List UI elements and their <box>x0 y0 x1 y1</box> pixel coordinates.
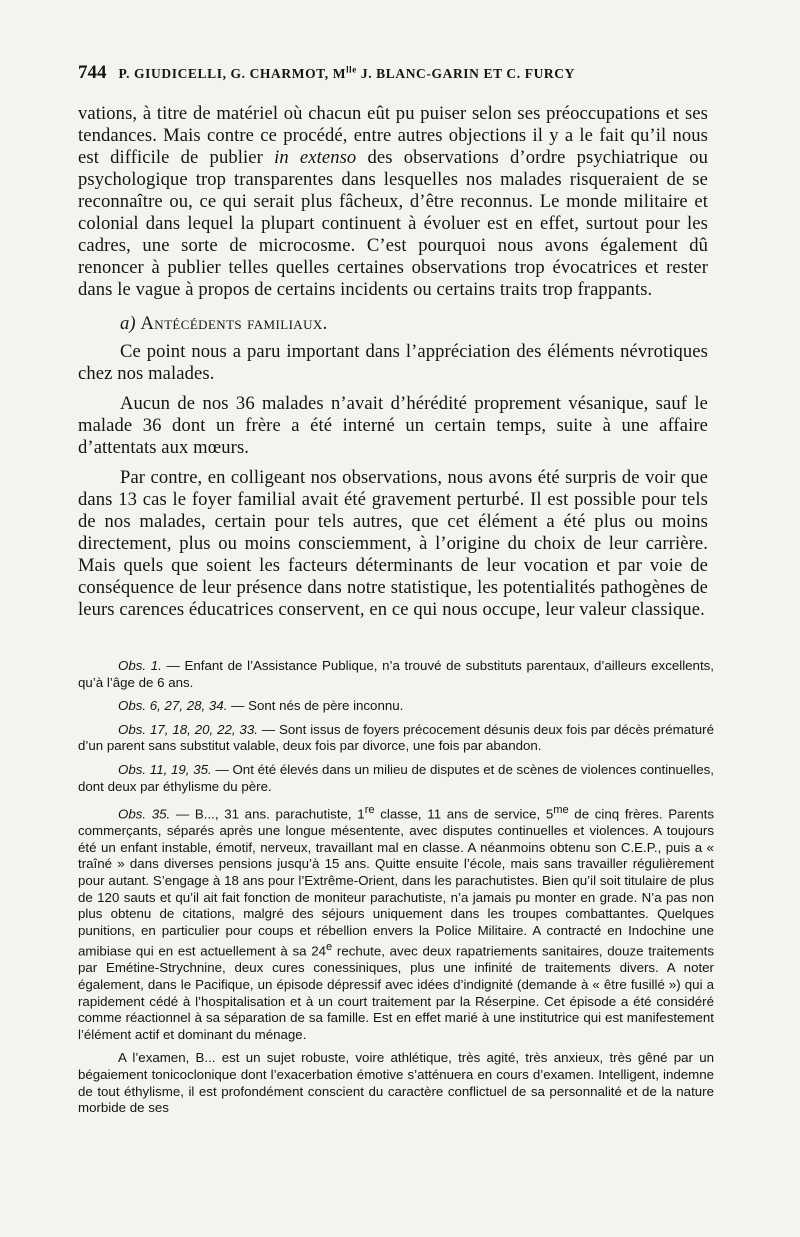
paragraph-importance: Ce point nous a paru important dans l’appréciation des éléments névrotiques chez nos malades. <box>78 341 708 384</box>
page-number: 744 <box>78 62 107 83</box>
paragraph-family-disruption: Par contre, en colligeant nos observations, nous avons été surpris de voir que dans 13 cas le foyer familial avait été gravement perturbé. Il est possible pour tels de nos malades, certain pour tels autres, que cet élément a été plus ou moins directement, plus ou moins consciemment, à l’origine du choix de leur carrière. Mais quels que soient les facteurs déterminants de leur vocation et par voie de conséquence de leur présence dans notre statistique, les potentialités pathogènes de leurs carences éducatrices conservent, en ce qui nous occupe, leur valeur classique. <box>78 467 708 620</box>
note-obs-35: Obs. 35. — B..., 31 ans. parachutiste, 1re classe, 11 ans de service, $5^{me}$ de cinq frères. Parents commerçants, séparés après une longue mésentente, avec disputes continuelles et violences. A toujours été un enfant instable, émotif, nerveux, travaillant mal en classe. A néanmoins obtenu son C.E.P., puis a « traîné » dans diverses pensions jusqu’à 15 ans. Quitte ensuite l’école, mais sans travailler régulièrement pour autant. S’engage à 18 ans pour l’Extrême-Orient, dans les parachutistes. Bien qu’il soit titulaire de plus de 120 sauts et qu’il ait fait fonction de moniteur parachutiste, n’a jamais pu monter en grade. N’a pas non plus obtenu de citations, malgré des séjours uniquement dans les troupes combattantes. Quelques punitions, en particulier pour coups et rébellion envers la Police Militaire. A contracté en Indochine une amibiase qui en est actuellement à sa 24e rechute, avec deux rapatriements sanitaires, douze traitements par Emétine-Strychnine, deux cures conessiniques, plus une infinité de traitements divers. A noter également, dans le Pacifique, un épisode dépressif avec idées d’indignité (demande à « être fusillé ») qui a rapidement cédé à l’hospitalisation et à un court traitement par la Réserpine. Cet épisode a été considéré comme réactionnel à sa séparation de sa famille. Est en effet marié à une institutrice qui est manifestement l’élément actif et dominant du ménage. <box>78 804 715 1042</box>
note-obs-1: Obs. 1. — Enfant de l’Assistance Publique, n’a trouvé de substituts parentaux, d’ailleurs excellents, qu’à l’âge de 6 ans. <box>78 658 714 690</box>
observations-notes <box>78 658 714 1124</box>
note-obs-17: Obs. 17, 18, 20, 22, 33. — Sont issus de foyers précocement désunis deux fois par décès prématuré d’un parent sans substitut valable, deux fois par divorce, une fois par abandon. <box>78 721 714 754</box>
note-examination: A l’examen, B... est un sujet robuste, voire athlétique, très agité, très anxieux, très gêné par un bégaiement tonicoclonique dont l’exacerbation émotive s’atténuera en cours d’examen. Intelligent, indemne de tout éthylisme, il est profondément conscient du caractère conflictuel de sa personnalité et de la nature morbide de ses <box>78 1050 714 1116</box>
note-obs-11: Obs. 11, 19, 35. — Ont été élevés dans un milieu de disputes et de scènes de violences continuelles, dont deux par éthylisme du père. <box>78 761 714 794</box>
paragraph-continuation: vations, à titre de matériel où chacun eût pu puiser selon ses préoccupations et ses tendances. Mais contre ce procédé, entre autres objections il y a le fait qu’il nous est difficile de publier in extenso des observations d’ordre psychiatrique ou psychologique trop transparentes dans lesquelles nos malades risqueraient de se reconnaître ou, ce qui serait plus fâcheux, d’être reconnus. Le monde militaire et colonial dans lequel la plupart continuent à évoluer est en effet, surtout pour les cadres, une sorte de microcosme. C’est pourquoi nous avons également dû renoncer à publier telles quelles certaines observations trop évocatrices et rester dans le vague à propos de certains incidents ou certains traits trop frappants. <box>78 103 708 300</box>
running-header <box>78 62 718 84</box>
section-heading: a) Antécédents familiaux. <box>120 313 328 334</box>
header-authors: P. GIUDICELLI, G. CHARMOT, $M^{lle}$ J. BLANC-GARIN ET C. FURCY <box>118 64 575 81</box>
main-text <box>78 103 708 621</box>
note-obs-6: Obs. 6, 27, 28, 34. — Sont nés de père inconnu. <box>118 698 404 714</box>
paragraph-heredity: Aucun de nos 36 malades n’avait d’hérédité proprement vésanique, sauf le malade 36 dont un frère a été interné un certain temps, suite à une affaire d’attentats aux mœurs. <box>78 393 708 458</box>
